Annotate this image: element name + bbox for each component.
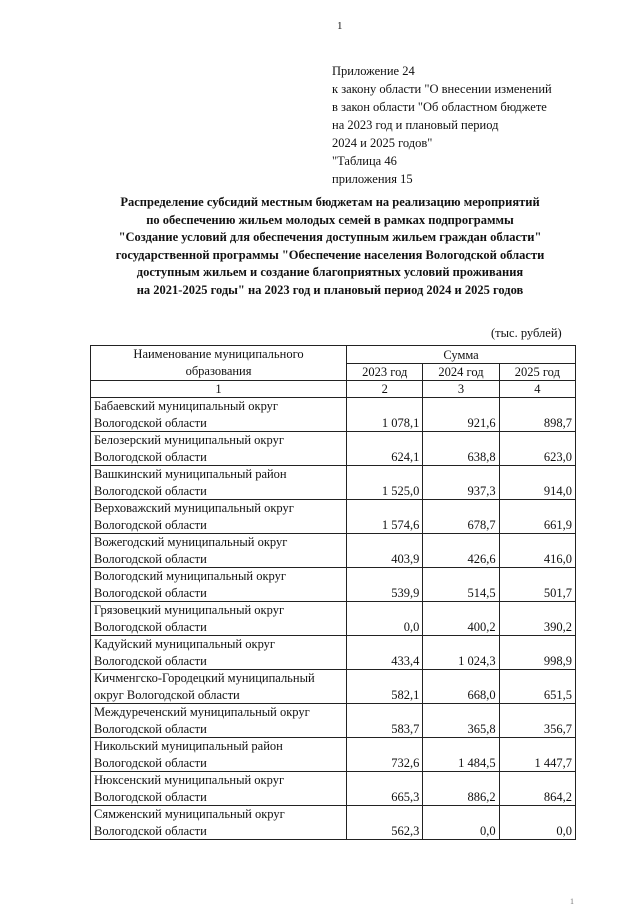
municipality-name-cell	[91, 636, 347, 670]
value-2024-cell: 668,0	[423, 670, 499, 704]
table-row	[91, 432, 576, 466]
table-row	[91, 704, 576, 738]
value-2024-cell: 886,2	[423, 772, 499, 806]
municipality-name-line: Вашкинский муниципальный район	[94, 467, 287, 481]
column-number: 2	[347, 381, 423, 398]
value-2025-cell: 1 447,7	[499, 738, 575, 772]
title-line: по обеспечению жильем молодых семей в рамках подпрограммы	[146, 212, 514, 227]
municipality-name-line: округ Вологодской области	[94, 687, 240, 702]
value-2023-cell: 433,4	[347, 636, 423, 670]
document-title	[80, 194, 580, 299]
title-line: Распределение субсидий местным бюджетам на реализацию мероприятий	[120, 195, 540, 209]
column-header-2023: 2023 год	[347, 363, 423, 381]
table-row	[91, 670, 576, 704]
value-2025-cell: 501,7	[499, 568, 575, 602]
value-2023-cell: 665,3	[347, 772, 423, 806]
value-2023-cell: 582,1	[347, 670, 423, 704]
appendix-line: приложения 15	[332, 172, 413, 186]
value-2025-cell: 0,0	[499, 806, 575, 840]
value-2025-cell: 390,2	[499, 602, 575, 636]
value-2023-cell: 1 574,6	[347, 500, 423, 534]
municipality-name-line: Нюксенский муниципальный округ	[94, 773, 285, 787]
table-row	[91, 738, 576, 772]
municipality-name-line: Верховажский муниципальный округ	[94, 501, 294, 515]
value-2025-cell: 651,5	[499, 670, 575, 704]
value-2023-cell: 1 078,1	[347, 398, 423, 432]
column-number: 3	[423, 381, 499, 398]
municipality-name-line: Вологодской области	[94, 721, 207, 736]
column-header-sum: Сумма	[347, 346, 576, 364]
municipality-name-cell	[91, 568, 347, 602]
value-2024-cell: 400,2	[423, 602, 499, 636]
value-2024-cell: 1 484,5	[423, 738, 499, 772]
municipality-name-line: Вологодской области	[94, 517, 207, 532]
appendix-line: к закону области "О внесении изменений	[332, 82, 552, 96]
municipality-name-cell	[91, 432, 347, 466]
value-2025-cell: 998,9	[499, 636, 575, 670]
value-2025-cell: 416,0	[499, 534, 575, 568]
municipality-name-line: Кадуйский муниципальный округ	[94, 637, 276, 651]
title-line: на 2021-2025 годы" на 2023 год и плановый период 2024 и 2025 годов	[136, 282, 524, 297]
value-2025-cell: 898,7	[499, 398, 575, 432]
municipality-name-cell	[91, 602, 347, 636]
value-2023-cell: 732,6	[347, 738, 423, 772]
municipality-name-line: Вологодской области	[94, 755, 207, 770]
value-2024-cell: 365,8	[423, 704, 499, 738]
municipality-name-line: Вологодской области	[94, 619, 207, 634]
table-header-row	[91, 346, 576, 364]
value-2023-cell: 562,3	[347, 806, 423, 840]
value-2024-cell: 921,6	[423, 398, 499, 432]
page-number: 1	[337, 20, 343, 32]
title-line: государственной программы "Обеспечение населения Вологодской области	[115, 247, 545, 262]
value-2024-cell: 937,3	[423, 466, 499, 500]
table-column-numbers-row	[91, 381, 576, 398]
municipality-name-line: Вологодской области	[94, 823, 207, 838]
value-2023-cell: 624,1	[347, 432, 423, 466]
value-2024-cell: 426,6	[423, 534, 499, 568]
municipality-name-line: Вологодский муниципальный округ	[94, 569, 286, 583]
table-row	[91, 534, 576, 568]
header-text: Наименование муниципального	[133, 347, 304, 361]
municipality-name-cell	[91, 772, 347, 806]
value-2023-cell: 0,0	[347, 602, 423, 636]
municipality-name-line: Вожегодский муниципальный округ	[94, 535, 288, 549]
municipality-name-cell	[91, 806, 347, 840]
value-2025-cell: 356,7	[499, 704, 575, 738]
value-2025-cell: 661,9	[499, 500, 575, 534]
municipality-name-cell	[91, 466, 347, 500]
header-text: образования	[185, 364, 252, 378]
value-2023-cell: 539,9	[347, 568, 423, 602]
value-2024-cell: 0,0	[423, 806, 499, 840]
value-2023-cell: 1 525,0	[347, 466, 423, 500]
value-2025-cell: 864,2	[499, 772, 575, 806]
appendix-line: на 2023 год и плановый период	[332, 118, 499, 132]
value-2023-cell: 583,7	[347, 704, 423, 738]
value-2025-cell: 914,0	[499, 466, 575, 500]
column-number: 4	[499, 381, 575, 398]
municipality-name-line: Сямженский муниципальный округ	[94, 807, 285, 821]
title-line: доступным жильем и создание благоприятных условий проживания	[136, 265, 524, 279]
units-label: (тыс. рублей)	[491, 326, 562, 340]
column-header-2025: 2025 год	[499, 363, 575, 381]
table-row	[91, 602, 576, 636]
municipality-name-line: Вологодской области	[94, 449, 207, 464]
column-header-2024: 2024 год	[423, 363, 499, 381]
corner-mark: 1	[570, 897, 574, 906]
value-2024-cell: 638,8	[423, 432, 499, 466]
appendix-header	[332, 62, 552, 188]
municipality-name-cell	[91, 398, 347, 432]
table-row	[91, 806, 576, 840]
appendix-line: "Таблица 46	[332, 154, 397, 168]
value-2024-cell: 514,5	[423, 568, 499, 602]
appendix-line: в закон области "Об областном бюджете	[332, 100, 547, 114]
municipality-name-line: Бабаевский муниципальный округ	[94, 399, 279, 413]
value-2024-cell: 1 024,3	[423, 636, 499, 670]
municipality-name-line: Вологодской области	[94, 551, 207, 566]
municipality-name-line: Белозерский муниципальный округ	[94, 433, 284, 447]
municipality-name-line: Вологодской области	[94, 585, 207, 600]
column-header-municipality	[91, 346, 347, 381]
municipality-name-line: Вологодской области	[94, 415, 207, 430]
subsidy-table	[90, 345, 576, 840]
appendix-line: 2024 и 2025 годов"	[332, 136, 433, 150]
municipality-name-line: Кичменгско-Городецкий муниципальный	[94, 671, 315, 685]
column-number: 1	[91, 381, 347, 398]
municipality-name-line: Вологодской области	[94, 483, 207, 498]
table-row	[91, 466, 576, 500]
value-2024-cell: 678,7	[423, 500, 499, 534]
table-row	[91, 398, 576, 432]
municipality-name-cell	[91, 704, 347, 738]
value-2025-cell: 623,0	[499, 432, 575, 466]
title-line: "Создание условий для обеспечения доступным жильем граждан области"	[118, 230, 542, 244]
municipality-name-line: Никольский муниципальный район	[94, 739, 283, 753]
municipality-name-cell	[91, 670, 347, 704]
table-row	[91, 772, 576, 806]
municipality-name-cell	[91, 738, 347, 772]
municipality-name-line: Междуреченский муниципальный округ	[94, 705, 310, 719]
municipality-name-line: Грязовецкий муниципальный округ	[94, 603, 285, 617]
table-row	[91, 500, 576, 534]
municipality-name-cell	[91, 500, 347, 534]
municipality-name-line: Вологодской области	[94, 789, 207, 804]
appendix-line: Приложение 24	[332, 64, 415, 78]
value-2023-cell: 403,9	[347, 534, 423, 568]
municipality-name-cell	[91, 534, 347, 568]
table-row	[91, 568, 576, 602]
municipality-name-line: Вологодской области	[94, 653, 207, 668]
table-row	[91, 636, 576, 670]
